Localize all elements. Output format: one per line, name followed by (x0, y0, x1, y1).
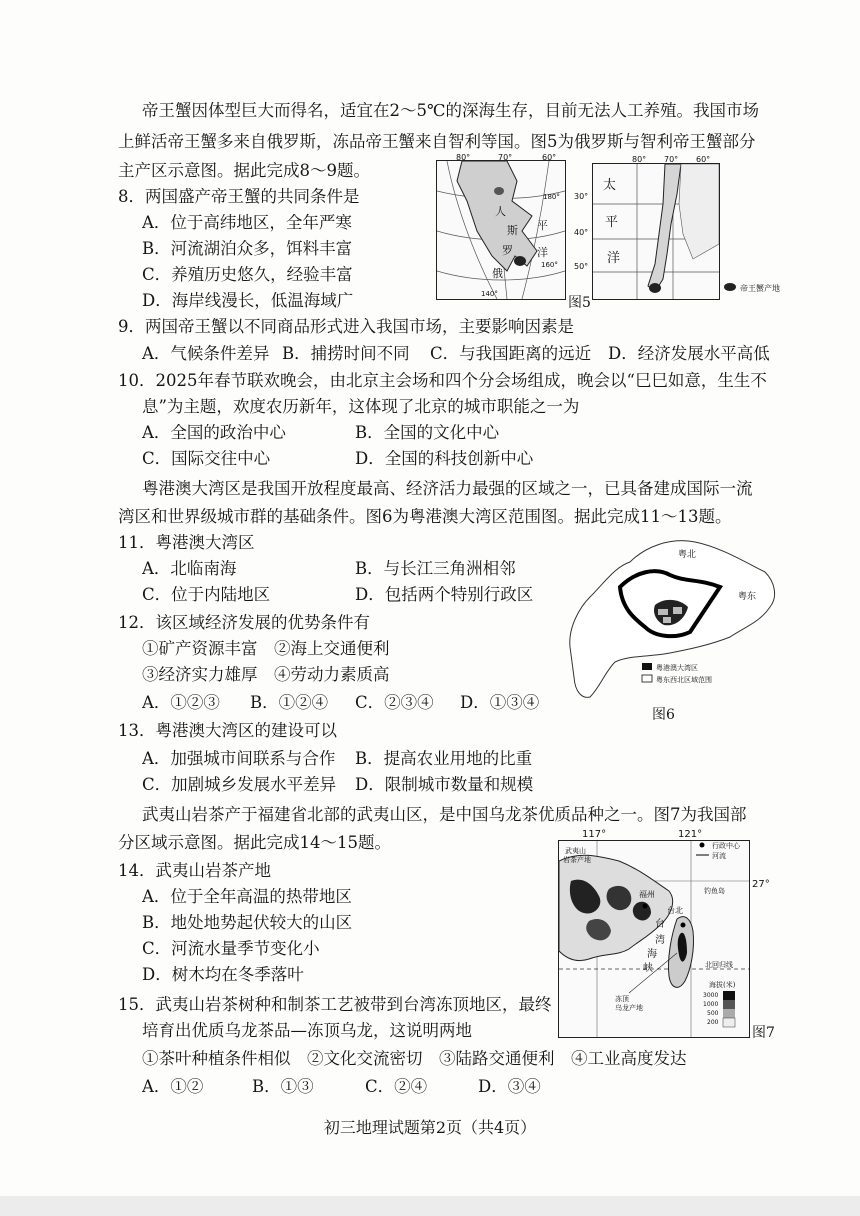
passage2-line1: 粤港澳大湾区是我国开放程度最高、经济活力最强的区域之一，已具备建成国际一流 (142, 479, 753, 498)
q15-option-c: C．②④ (365, 1077, 428, 1096)
q9-option-b: B．捕捞时间不同 (282, 344, 410, 363)
q14-option-c: C．河流水量季节变化小 (142, 939, 320, 958)
fig5-lon-60a: 60° (542, 153, 557, 162)
fig5-lon-60b: 60° (696, 155, 711, 164)
q14-option-a: A．位于全年高温的热带地区 (142, 887, 352, 906)
passage1-line3: 主产区示意图。据此完成8～9题。 (118, 161, 370, 180)
fig7-fujian-taiwan-map (558, 840, 750, 1038)
q15-option-b: B．①③ (252, 1077, 314, 1096)
passage3-line1: 武夷山岩茶产于福建省北部的武夷山区，是中国乌龙茶优质品种之一。图7为我国部 (142, 805, 747, 824)
fig5-lon-140: 140° (481, 290, 498, 298)
crab-area-legend-icon (724, 283, 736, 291)
q11-option-d: D．包括两个特别行政区 (355, 585, 534, 604)
fig5-chile-map (592, 163, 720, 300)
fig5-lat-40: 40° (574, 228, 589, 237)
fig5-lon-70b: 70° (664, 155, 679, 164)
passage3-line2: 分区域示意图。据此完成14～15题。 (118, 833, 391, 852)
q12-stem: 12．该区域经济发展的优势条件有 (118, 613, 370, 632)
fig5-map1-top-lon (436, 150, 564, 162)
q10-option-d: D．全国的科技创新中心 (355, 449, 534, 468)
page-footer: 初三地理试题第2页（共4页） (323, 1118, 537, 1137)
fig6-gba-map (560, 527, 790, 705)
q9-option-a: A．气候条件差异 (142, 344, 270, 363)
fig7-label-wuyishan: 武夷山 (565, 847, 586, 855)
q11-option-a: A．北临南海 (142, 559, 237, 578)
passage1-line2: 上鲜活帝王蟹多来自俄罗斯，冻品帝王蟹来自智利等国。图5为俄罗斯与智利帝王蟹部分 (118, 132, 756, 151)
q12-option-a: A．①②③ (142, 693, 220, 712)
q12-items-line1: ①矿产资源丰富 ②海上交通便利 (142, 639, 390, 658)
fig5-lon-180: 180° (543, 193, 560, 201)
fig5-russia-map (436, 160, 566, 300)
fig5-map2-lat (572, 185, 592, 285)
fig5-lon-70a: 70° (498, 153, 513, 162)
fig5-label-yang2: 洋 (607, 251, 621, 266)
q10-option-b: B．全国的文化中心 (355, 423, 500, 442)
q14-option-d: D．树木均在冬季落叶 (142, 965, 304, 984)
fig6-legend-region-swatch (642, 675, 652, 682)
q8-option-d: D．海岸线漫长，低温海域广 (142, 291, 354, 310)
q8-option-a: A．位于高纬地区，全年严寒 (142, 213, 352, 232)
fig6-label-yuebei: 粤北 (678, 550, 697, 560)
q15-stem-line2: 培育出优质乌龙茶品—冻顶乌龙，这说明两地 (142, 1021, 472, 1040)
fig5-label-si: 斯 (507, 224, 518, 237)
passage2-line2: 湾区和世界级城市群的基础条件。图6为粤港澳大湾区范围图。据此完成11～13题。 (118, 507, 732, 526)
fig5-label-tai: 太 (603, 178, 617, 193)
fig5-map2-top-lon (592, 152, 718, 164)
fig5-lat-30: 30° (574, 192, 589, 201)
q14-option-b: B．地处地势起伏较大的山区 (142, 913, 353, 932)
q10-stem-line2: 息”为主题，欢度农历新年，这体现了北京的城市职能之一为 (142, 397, 580, 416)
q11-option-c: C．位于内陆地区 (142, 585, 271, 604)
q9-option-d: D．经济发展水平高低 (608, 344, 770, 363)
fig6-legend-gba: 粤港澳大湾区 (656, 664, 698, 672)
q13-option-b: B．提高农业用地的比重 (355, 749, 533, 768)
q11-stem: 11．粤港澳大湾区 (118, 533, 255, 552)
q13-option-d: D．限制城市数量和规模 (355, 775, 534, 794)
q10-stem-line1: 10．2025年春节联欢晚会，由北京主会场和四个分会场组成，晚会以“巳巳如意，生生不 (118, 371, 767, 390)
fig7-top-lon (556, 826, 756, 840)
fig7-label-yancha: 岩茶产地 (563, 856, 591, 864)
fig5-label-e: 俄 (492, 267, 503, 280)
q12-option-b: B．①②④ (250, 693, 329, 712)
fig5-caption: 图5 (568, 295, 591, 311)
passage1-line1: 帝王蟹因体型巨大而得名，适宜在2～5℃的深海生存，目前无法人工养殖。我国市场 (142, 101, 759, 120)
fig7-legend-river: 河流 (712, 852, 726, 860)
q12-items-line2: ③经济实力雄厚 ④劳动力素质高 (142, 665, 390, 684)
bottom-strip (0, 1196, 860, 1216)
q15-option-a: A．①② (142, 1077, 204, 1096)
fig5-label-ren: 人 (495, 205, 506, 218)
fig7-elev-3000: 3000 (703, 992, 719, 999)
q15-option-d: D．③④ (478, 1077, 541, 1096)
fig7-lon-117: 117° (582, 829, 607, 840)
q8-option-c: C．养殖历史悠久，经验丰富 (142, 265, 353, 284)
fig7-label-fuzhou: 福州 (639, 890, 655, 899)
fig5-label-ping: 平 (537, 219, 548, 232)
fig5-lon-160: 160° (541, 261, 558, 269)
fig7-caption: 图7 (752, 1025, 775, 1041)
q8-stem: 8．两国盛产帝王蟹的共同条件是 (118, 187, 360, 206)
fig7-elev-200: 200 (707, 1019, 719, 1026)
fig5-lat-50: 50° (574, 262, 589, 271)
fig7-elev-1000: 1000 (703, 1001, 719, 1008)
fig5-label-luo: 罗 (502, 244, 513, 257)
fig7-label-wan: 湾 (655, 935, 665, 946)
fig5-label-yang: 洋 (537, 246, 548, 259)
fig7-right-lat (750, 876, 776, 890)
fig7-legend-city-icon (700, 843, 705, 848)
fig7-label-diaoyudao: 钓鱼岛 (704, 887, 725, 895)
q8-option-b: B．河流湖泊众多，饵料丰富 (142, 239, 353, 258)
q13-option-c: C．加剧城乡发展水平差异 (142, 775, 337, 794)
q9-stem: 9．两国帝王蟹以不同商品形式进入我国市场，主要影响因素是 (118, 317, 574, 336)
q13-option-a: A．加强城市间联系与合作 (142, 749, 336, 768)
fig5-label-ping2: 平 (605, 215, 619, 230)
q12-option-c: C．②③④ (355, 693, 434, 712)
fig7-lon-121: 121° (678, 829, 703, 840)
q12-option-d: D．①③④ (460, 693, 540, 712)
fig5-legend-label: 帝王蟹产地 (740, 284, 780, 293)
q10-option-c: C．国际交往中心 (142, 449, 271, 468)
q13-stem: 13．粤港澳大湾区的建设可以 (118, 721, 337, 740)
q15-items: ①茶叶种植条件相似 ②文化交流密切 ③陆路交通便利 ④工业高度发达 (142, 1049, 687, 1068)
fig7-label-oolong: 乌龙产地 (615, 1004, 643, 1012)
fig6-legend-region: 粤东西北区域范围 (656, 676, 712, 684)
q11-option-b: B．与长江三角洲相邻 (355, 559, 516, 578)
fig7-label-xia: 峡 (643, 963, 653, 974)
fig7-elev-500: 500 (707, 1010, 719, 1017)
fig7-label-taipei: 台北 (667, 906, 683, 915)
q14-stem: 14．武夷山岩茶产地 (118, 861, 271, 880)
q10-option-a: A．全国的政治中心 (142, 423, 286, 442)
fig7-lat-27: 27° (752, 879, 770, 890)
fig7-label-tropic: 北回归线 (705, 961, 733, 969)
fig7-label-hai: 海 (647, 949, 657, 960)
fig7-label-tai: 台 (655, 919, 665, 930)
fig6-caption: 图6 (652, 707, 675, 723)
fig6-legend-gba-swatch (642, 663, 652, 670)
fig5-lon-80b: 80° (632, 155, 647, 164)
q9-option-c: C．与我国距离的远近 (430, 344, 592, 363)
q15-stem-line1: 15．武夷山岩茶树种和制茶工艺被带到台湾冻顶地区，最终 (118, 995, 552, 1014)
fig7-label-dongding: 冻顶 (615, 995, 629, 1003)
fig7-elev-title: 海拔(米) (709, 981, 736, 989)
fig7-legend-city: 行政中心 (712, 842, 740, 850)
fig5-lon-80a: 80° (456, 153, 471, 162)
fig5-legend (722, 280, 812, 294)
fig6-label-yuedong: 粤东 (738, 592, 757, 602)
